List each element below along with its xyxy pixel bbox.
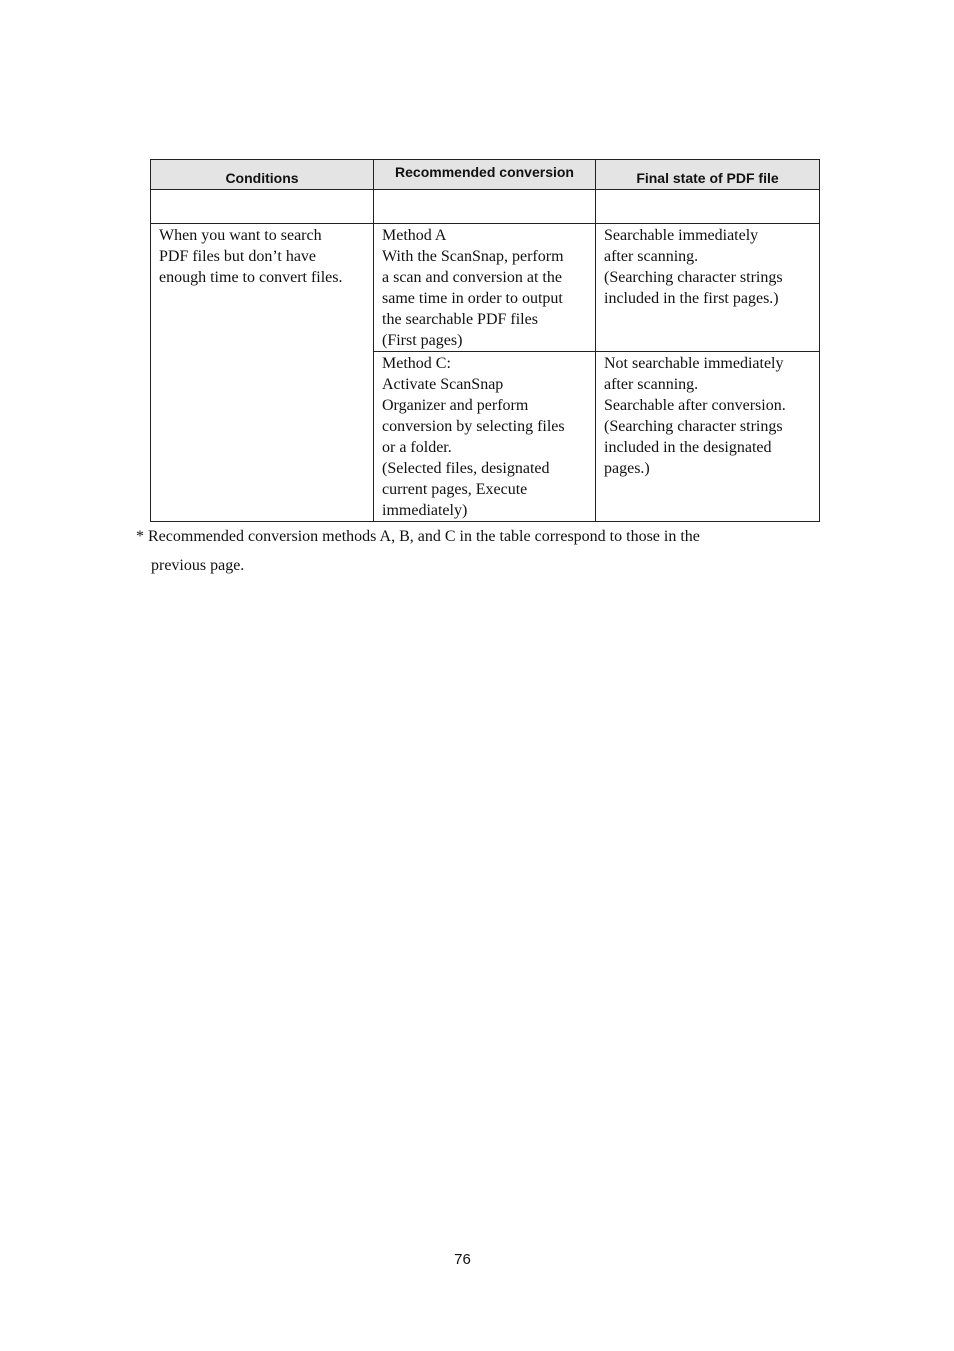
- cell-line: Searchable immediately: [604, 227, 759, 244]
- cell-line: current pages, Execute: [382, 481, 528, 498]
- table-row-empty: [151, 190, 820, 224]
- cell-line: Organizer and perform: [382, 397, 529, 414]
- cell-line: (First pages): [382, 332, 463, 349]
- cell-line: included in the designated: [604, 439, 772, 456]
- header-final-state: Final state of PDF file: [596, 160, 820, 190]
- cell-line: enough time to convert files.: [159, 269, 343, 286]
- cell-line: (Selected files, designated: [382, 460, 550, 477]
- condition-cell: [151, 224, 374, 522]
- cell-line: When you want to search: [159, 227, 322, 244]
- method-c-cell: [374, 352, 596, 522]
- cell-line: Method C:: [382, 355, 451, 372]
- table-header-row: [151, 160, 820, 190]
- cell-line: (Searching character strings: [604, 418, 783, 435]
- cell-line: Method A: [382, 227, 447, 244]
- table-row-method-a: [151, 224, 820, 352]
- empty-cell: [151, 190, 374, 224]
- cell-line: after scanning.: [604, 248, 699, 265]
- cell-line: immediately): [382, 502, 468, 519]
- empty-cell: [596, 190, 820, 224]
- header-recommended-conversion: Recommended conversion: [374, 160, 596, 190]
- page-number: 76: [454, 1251, 471, 1268]
- conversion-table: [150, 159, 820, 522]
- cell-line: the searchable PDF files: [382, 311, 538, 328]
- footnote: [136, 522, 836, 580]
- cell-line: Activate ScanSnap: [382, 376, 504, 393]
- footnote-line: previous page.: [151, 557, 245, 574]
- cell-line: after scanning.: [604, 376, 699, 393]
- empty-cell: [374, 190, 596, 224]
- cell-line: or a folder.: [382, 439, 452, 456]
- final-state-a-cell: [596, 224, 820, 352]
- cell-line: conversion by selecting files: [382, 418, 565, 435]
- cell-line: same time in order to output: [382, 290, 563, 307]
- footnote-line: * Recommended conversion methods A, B, and C in the table correspond to those in the: [136, 528, 700, 545]
- cell-line: With the ScanSnap, perform: [382, 248, 564, 265]
- cell-line: Searchable after conversion.: [604, 397, 786, 414]
- cell-line: (Searching character strings: [604, 269, 783, 286]
- cell-line: Not searchable immediately: [604, 355, 784, 372]
- cell-line: PDF files but don’t have: [159, 248, 317, 265]
- cell-line: pages.): [604, 460, 650, 477]
- cell-line: included in the first pages.): [604, 290, 779, 307]
- final-state-c-cell: [596, 352, 820, 522]
- cell-line: a scan and conversion at the: [382, 269, 562, 286]
- header-conditions: Conditions: [151, 160, 374, 190]
- method-a-cell: [374, 224, 596, 352]
